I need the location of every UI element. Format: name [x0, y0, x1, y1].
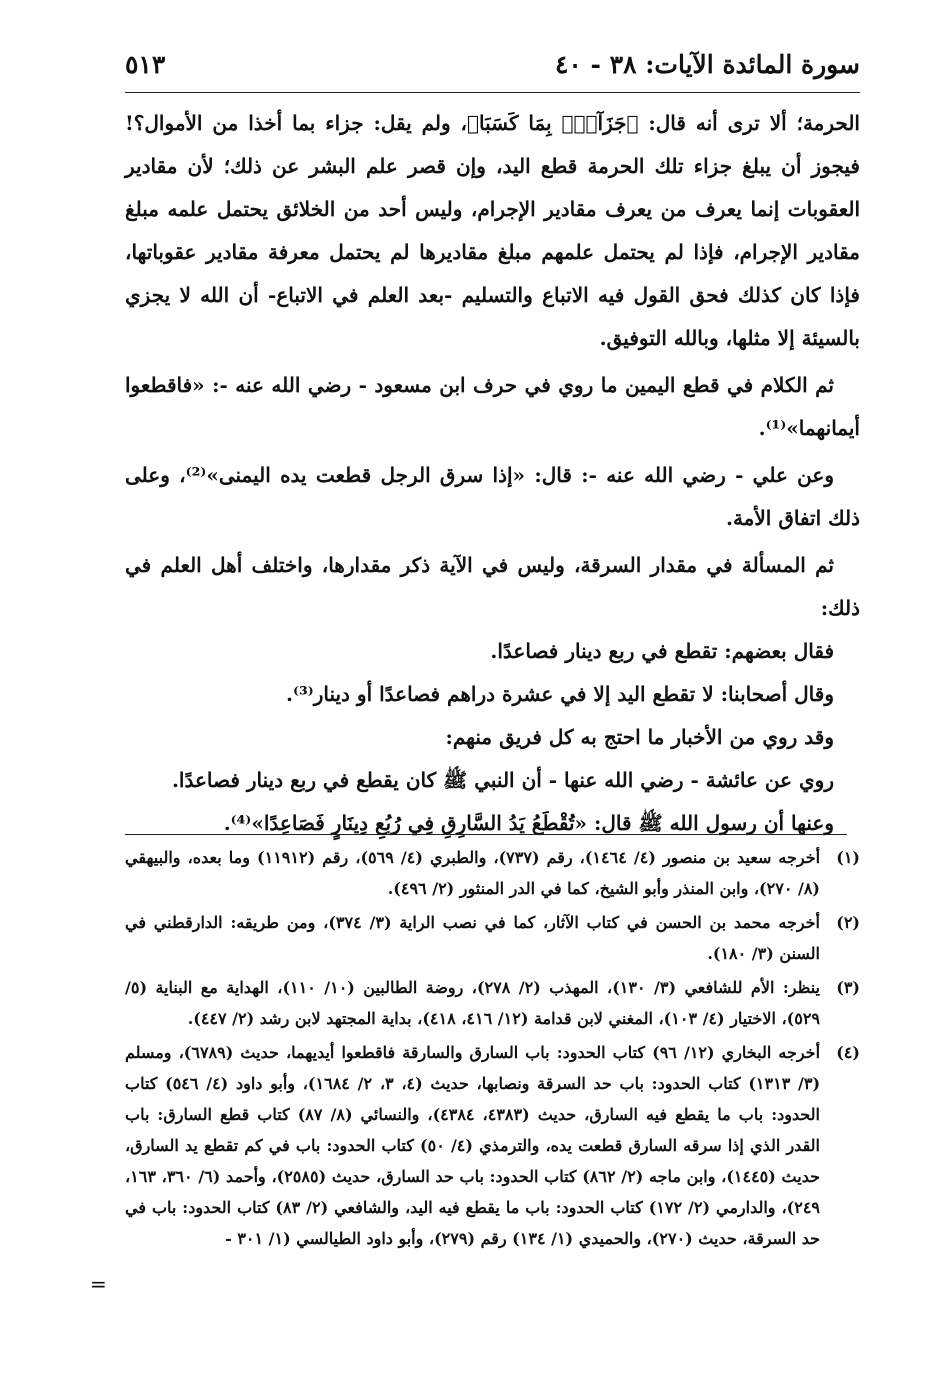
- paragraph: فقال بعضهم: تقطع في ربع دينار فصاعدًا.: [490, 639, 834, 663]
- footnote-number: (٢): [836, 913, 860, 932]
- footnote-text: ينظر: الأم للشافعي (٣/ ١٣٠)، المهذب (٢/ ٢٧٨)، روضة الطالبين (١٠/ ١١٠)، الهداية مع البناية (٥/ ٥٢٩)، الاختيار (٤/ ١٠٣)، المغني لابن قدامة (١٢/ ٤١٦، ٤١٨)، بداية المجتهد لابن رشد (٢/ ٤٤٧).: [125, 978, 820, 1028]
- footnote-text: أخرجه البخاري (١٢/ ٩٦) كتاب الحدود: باب السارق والسارقة فاقطعوا أيديهما، حديث (٦٧٨٩)، ومسلم (٣/ ١٣١٣) كتاب الحدود: باب حد السرقة ونصابها، حديث (٤، ٣، ٢/ ١٦٨٤)، وأبو داود (٤/ ٥٤٦) كتاب الحدود: باب ما يقطع فيه السارق، حديث (٤٣٨٣، ٤٣٨٤)، والنسائي (٨/ ٨٧) كتاب قطع السارق: باب القدر الذي إذا سرقه السارق قطعت يده، والترمذي (٤/ ٥٠) كتاب الحدود: باب في كم تقطع يد السارق، حديث (١٤٤٥)، وابن ماجه (٢/ ٨٦٢) كتاب الحدود: باب حد السارق، حديث (٢٥٨٥)، وأحمد (٦/ ٣٦٠، ١٦٣، ٢٤٩)، والدارمي (٢/ ١٧٢) كتاب الحدود: باب ما يقطع فيه اليد، والشافعي (٢/ ٨٣) كتاب الحدود: باب في حد السرقة، حديث (٢٧٠)، والحميدي (١/ ١٣٤) رقم (٢٧٩)، وأبو داود الطيالسي (١/ ٣٠١ -: [125, 1043, 821, 1248]
- paragraph: وعن علي - رضي الله عنه -: قال: «إذا سرق الرجل قطعت يده اليمنى»⁽²⁾، وعلى ذلك اتفاق الأمة.: [125, 463, 860, 530]
- page-header: [125, 42, 860, 93]
- continuation-mark: =: [90, 1272, 107, 1296]
- footnote: [125, 972, 860, 1034]
- paragraph: الحرمة؛ ألا ترى أنه قال: ﴿جَزَآءًۢ بِمَا كَسَبَا﴾، ولم يقل: جزاء بما أخذا من الأموال؟! فيجوز أن يبلغ جزاء تلك الحرمة قطع اليد، وإن قصر علم البشر عن ذلك؛ لأن مقادير العقوبات إنما يعرف من يعرف مقادير الإجرام، وليس أحد من الخلائق يحتمل علمه مبلغ مقادير الإجرام، فإذا لم يحتمل علمهم مبلغ مقاديرها لم يحتمل معرفة مقادير عقوباتها، فإذا كان كذلك فحق القول فيه الاتباع والتسليم -بعد العلم في الاتباع- أن الله لا يجزي بالسيئة إلا مثلها، وبالله التوفيق.: [125, 111, 861, 350]
- footnote: [125, 907, 860, 969]
- main-text: [125, 102, 860, 845]
- footnote: [125, 842, 860, 904]
- page-number: ٥١٣: [125, 50, 166, 79]
- paragraph: وعنها أن رسول الله ﷺ قال: «تُقْطَعُ يَدُ السَّارِقِ فِي رُبُعِ دِينَارٍ فَصَاعِدًا»⁽⁴⁾.: [223, 811, 834, 835]
- paragraph: وقد روي من الأخبار ما احتج به كل فريق منهم:: [445, 725, 834, 749]
- paragraph: وقال أصحابنا: لا تقطع اليد إلا في عشرة دراهم فصاعدًا أو دينار⁽³⁾.: [286, 682, 834, 706]
- paragraph: ثم الكلام في قطع اليمين ما روي في حرف ابن مسعود - رضي الله عنه -: «فاقطعوا أيمانهما»⁽¹⁾.: [125, 373, 860, 440]
- surah-title: سورة المائدة الآيات: ٣٨ - ٤٠: [554, 50, 860, 79]
- footnote-text: أخرجه سعيد بن منصور (٤/ ١٤٦٤)، رقم (٧٣٧)، والطبري (٤/ ٥٦٩)، رقم (١١٩١٢) وما بعده، والبيهقي (٨/ ٢٧٠)، وابن المنذر وأبو الشيخ، كما في الدر المنثور (٢/ ٤٩٦).: [125, 848, 821, 898]
- footnote-number: (١): [836, 848, 860, 867]
- footnote-number: (٣): [836, 978, 860, 997]
- paragraph: ثم المسألة في مقدار السرقة، وليس في الآية ذكر مقدارها، واختلف أهل العلم في ذلك:: [125, 553, 860, 620]
- paragraph: روي عن عائشة - رضي الله عنها - أن النبي ﷺ كان يقطع في ربع دينار فصاعدًا.: [171, 768, 834, 792]
- footnote-separator: [125, 834, 847, 835]
- footnotes: [125, 842, 860, 1257]
- footnote-text: أخرجه محمد بن الحسن في كتاب الآثار، كما في نصب الراية (٣/ ٣٧٤)، ومن طريقه: الدارقطني في السنن (٣/ ١٨٠).: [125, 913, 820, 963]
- footnote: [125, 1037, 860, 1254]
- footnote-number: (٤): [836, 1043, 860, 1062]
